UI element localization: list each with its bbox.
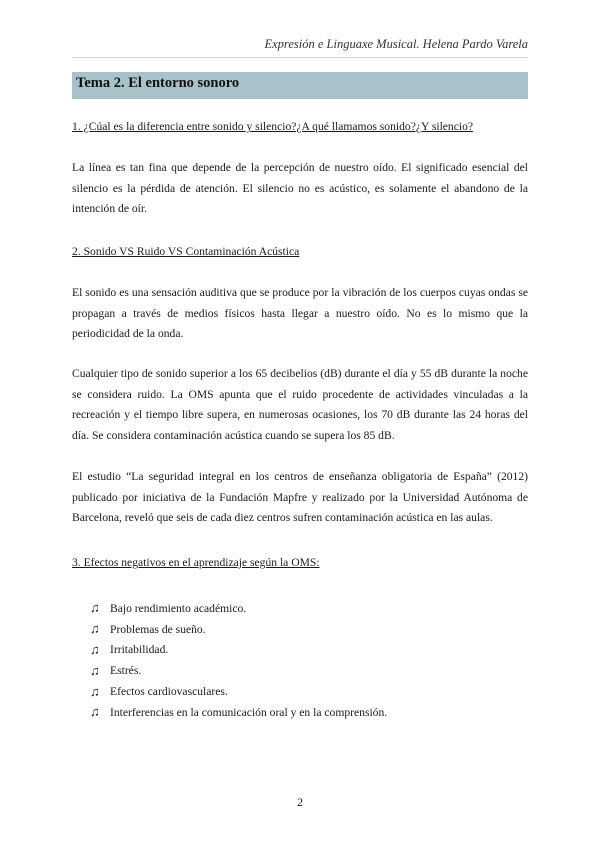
section-2-body-2: [72, 364, 528, 446]
list-item: ♫ Problemas de sueño.: [90, 621, 206, 637]
paragraph: Cualquier tipo de sonido superior a los 65 decibelios (dB) durante el día y 55 dB durante la noche se considera ruido. La OMS apunta que el ruido procedente de actividades vinculadas a la recreación y el tiempo libre supera, en numerosas ocasiones, los 70 dB durante las 24 horas del día. Se considera contaminación acústica cuando se supera los 85 dB.: [72, 367, 528, 442]
section-1-body: [72, 158, 528, 220]
section-2-body-1: [72, 283, 528, 345]
section-1-heading: 1. ¿Cúal es la diferencia entre sonido y silencio?¿A qué llamamos sonido?¿Y silencio?: [72, 120, 474, 133]
header-rule: [72, 57, 528, 58]
running-header: Expresión e Linguaxe Musical. Helena Pardo Varela: [264, 37, 528, 51]
music-note-icon: ♫: [90, 621, 100, 637]
page-number: 2: [297, 795, 303, 809]
music-note-icon: ♫: [90, 662, 100, 678]
section-3-heading: 3. Efectos negativos en el aprendizaje según la OMS:: [72, 556, 320, 569]
section-2-body-3: [72, 467, 528, 529]
list-item: ♫ Bajo rendimiento académico.: [90, 600, 247, 616]
music-note-icon: ♫: [90, 641, 100, 657]
list-item: ♫ Estrés.: [90, 662, 142, 678]
paragraph: El estudio “La seguridad integral en los centros de enseñanza obligatoria de España” (2012) publicado por iniciativa de la Fundación Mapfre y realizado por la Universidad Autónoma de Barcelona, reveló que seis de cada diez centros sufren contaminación acústica en las aulas.: [72, 470, 528, 524]
list-item: ♫ Irritabilidad.: [90, 641, 169, 657]
paragraph: La línea es tan fina que depende de la percepción de nuestro oído. El significado esencial del silencio es la pérdida de atención. El silencio no es acústico, es solamente el abandono de la intención de oír.: [72, 161, 528, 215]
music-note-icon: ♫: [90, 600, 100, 616]
paragraph: El sonido es una sensación auditiva que se produce por la vibración de los cuerpos cuyas ondas se propagan a través de medios físicos hasta llegar a nuestro oído. No es lo mismo que la periodicidad de la onda.: [72, 286, 528, 340]
list-item: ♫ Interferencias en la comunicación oral y en la comprensión.: [90, 704, 388, 720]
effects-list: [90, 598, 510, 723]
list-item: ♫ Efectos cardiovasculares.: [90, 683, 228, 699]
page-title: Tema 2. El entorno sonoro: [72, 72, 528, 99]
music-note-icon: ♫: [90, 704, 100, 720]
music-note-icon: ♫: [90, 683, 100, 699]
section-2-heading: 2. Sonido VS Ruido VS Contaminación Acústica: [72, 245, 300, 258]
